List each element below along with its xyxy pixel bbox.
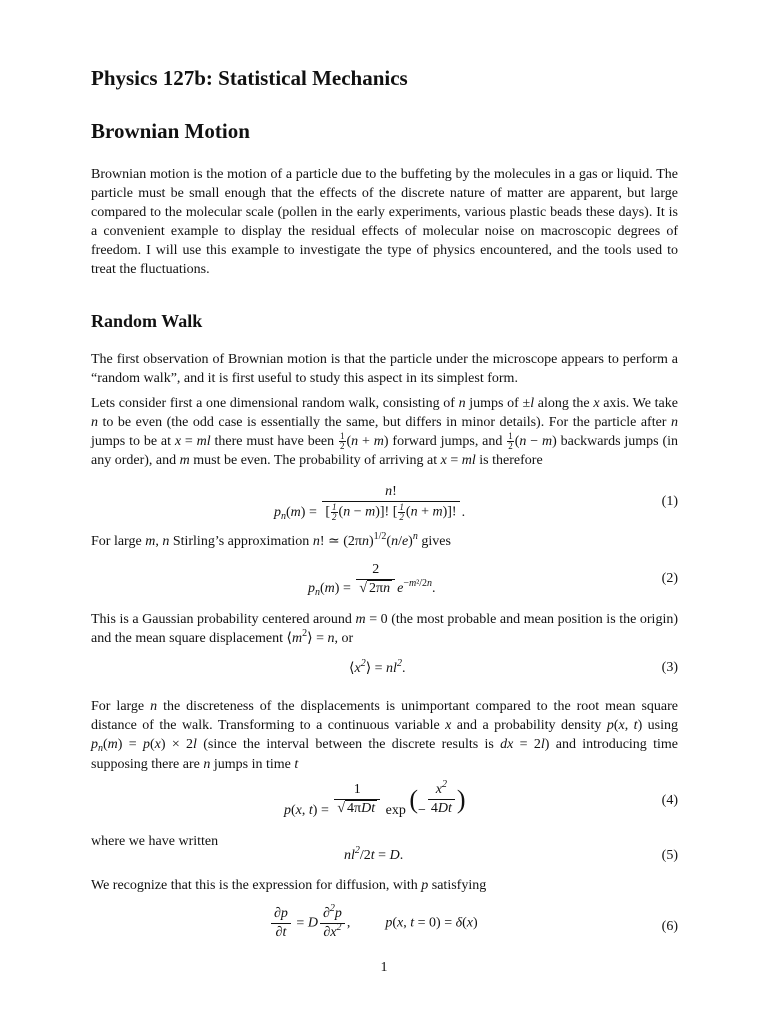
page-number: 1 bbox=[380, 960, 388, 975]
random-walk-paragraph-1-text: The first observation of Brownian motion is that the particle under the microscope appears to perform a “random walk”, and it is first useful to study this aspect in its simplest form. bbox=[91, 352, 678, 386]
random-walk-paragraph-1 bbox=[91, 350, 678, 388]
equation-6 bbox=[91, 903, 678, 950]
equation-5-body: $nl^2/2t = D$. bbox=[344, 845, 404, 863]
equation-5 bbox=[91, 845, 678, 870]
equation-3-number: (3) bbox=[661, 660, 678, 675]
equation-4 bbox=[91, 780, 678, 824]
equation-2-number: (2) bbox=[661, 571, 678, 586]
intro-paragraph bbox=[91, 165, 678, 279]
equation-2 bbox=[91, 560, 678, 600]
subsection-title-random-walk: Random Walk bbox=[91, 311, 203, 331]
equation-6-number: (6) bbox=[661, 919, 678, 934]
random-walk-paragraph-5-text: For large n the discreteness of the displacements is unimportant compared to the root mean square distance of the walk. Transforming to a continuous variable x and a probability density p(x, t) using $p_n(m) = p(x) \times 2l$ (since the interval between the discrete results is dx = 2l) and introducing time supposing there are n jumps in time t bbox=[91, 699, 678, 772]
equation-1 bbox=[91, 482, 678, 524]
equation-6-body: $\frac{\partial p}{\partial t}$ = D $\frac{\partial^2p}{\partial x^2}$ , p(x, t = 0) = δ(x) bbox=[269, 906, 478, 941]
equation-4-body: p(x, t) = $\frac{1}{\text{√ 4πDt}}$ exp (− $\frac{x^2}{4Dt}$ ) bbox=[284, 779, 466, 818]
random-walk-paragraph-3-text: For large m, n Stirling’s approximation n! ≃ $(2\pi n)^{1/2}(n/e)^n$ gives bbox=[91, 531, 451, 549]
random-walk-paragraph-4-text: This is a Gaussian probability centered around m = 0 (the most probable and mean position is the origin) and the mean square displacement $⟨m^2⟩ = n$, or bbox=[91, 612, 678, 646]
random-walk-paragraph-7 bbox=[91, 876, 678, 895]
equation-2-body: $p_n(m)$ = $\frac{2}{√ 2\pi n}$ $e^{-m^2/2n}$. bbox=[308, 562, 436, 598]
equation-3 bbox=[91, 660, 678, 682]
random-walk-paragraph-2-text: Lets consider first a one dimensional random walk, consisting of n jumps of ±l along the x axis. We take n to be even (the odd case is essentially the same, but differs in minor details). For the particle after n jumps to be at x = ml there must have been $\frac{1}{2}$ (n + m) forward jumps, and $\frac{1}{2}$ (n − m) backwards jumps (in any order), and m must be even. The probability of arriving at x = ml is therefore bbox=[91, 396, 679, 469]
random-walk-paragraph-2 bbox=[91, 394, 678, 470]
random-walk-paragraph-6-text: where we have written bbox=[91, 834, 219, 849]
intro-paragraph-text: Brownian motion is the motion of a particle due to the buffeting by the molecules in a gas or liquid. The particle must be small enough that the effects of the discrete nature of matter are apparent, but large compared to the molecular scale (pollen in the early experiments, various plastic beads these days). It is a convenient example to display the residual effects of molecular noise on macroscopic degrees of freedom. I will use this example to investigate the type of physics encountered, and the tools used to treat the fluctuations. bbox=[91, 167, 678, 277]
random-walk-paragraph-3 bbox=[91, 532, 678, 552]
equation-1-number: (1) bbox=[661, 494, 678, 509]
equation-4-number: (4) bbox=[661, 793, 678, 808]
subsection-heading bbox=[91, 311, 678, 332]
random-walk-paragraph-7-text: We recognize that this is the expression for diffusion, with p satisfying bbox=[91, 878, 487, 893]
equation-3-body: $⟨x^2⟩ = nl^2$. bbox=[349, 658, 406, 676]
random-walk-paragraph-4 bbox=[91, 610, 678, 649]
random-walk-paragraph-5 bbox=[91, 697, 678, 774]
document-title bbox=[91, 66, 678, 91]
equation-1-body: $p_n(m)$ = n! [ $\frac{1}{2}$ (n − m)]! [ $\frac{1}{2}$ (n + m)]! . bbox=[274, 484, 466, 523]
section-title-brownian-motion: Brownian Motion bbox=[91, 119, 250, 143]
section-heading bbox=[91, 119, 678, 144]
document-title-text: Physics 127b: Statistical Mechanics bbox=[91, 66, 408, 90]
equation-5-number: (5) bbox=[661, 848, 678, 863]
